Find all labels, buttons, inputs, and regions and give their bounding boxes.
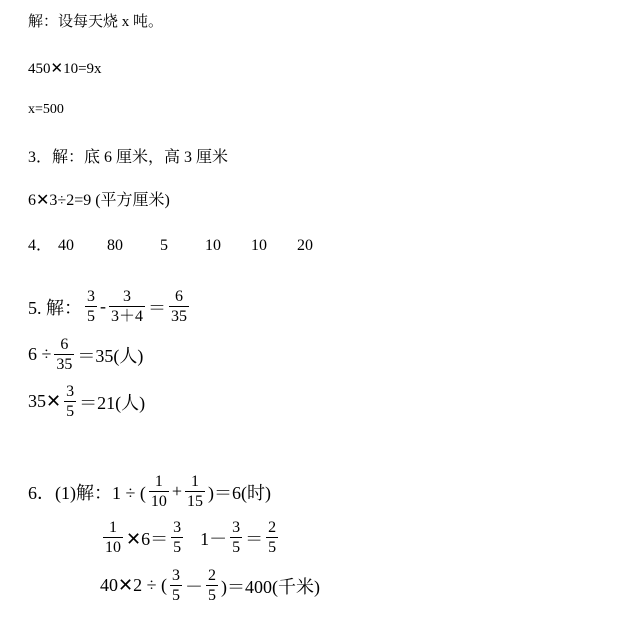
plus-sign: + [171, 481, 183, 501]
q6-row-3 [100, 566, 320, 605]
answer-1: 40 [58, 237, 75, 254]
question-4-answers [28, 232, 313, 255]
q6-row-2-fraction-1: $\frac{1}{10}$ [105, 519, 121, 556]
q5-label: 5. 解： [28, 297, 82, 318]
question-3-calculation: 6✕3÷2=9 (平方厘米) [28, 192, 170, 209]
q5-row-3 [28, 382, 145, 421]
question-3-answer: 3．解：底 6 厘米，高 3 厘米 [28, 149, 229, 166]
q6-row-1-result: )＝6(时) [208, 482, 272, 503]
answer-3: 5 [160, 237, 169, 254]
answer-4: 10 [205, 237, 222, 254]
q5-row-2-lead: 6 ÷ [28, 344, 52, 364]
q6-row-3-lead: 40✕2 ÷ ( [100, 575, 167, 595]
minus-sign: - [100, 296, 106, 316]
minus-sign: － [184, 576, 203, 597]
q6-row-1 [28, 472, 271, 511]
equals-sign: ＝ [245, 528, 264, 549]
equals-sign: ＝ [148, 297, 167, 318]
q6-row-3-fraction-1: $\frac{3}{5}$ [171, 567, 180, 604]
q6-row-1-fraction-2: $\frac{1}{15}$ [187, 473, 204, 510]
solution-line-1: 解：设每天烧 x 吨。 [28, 14, 164, 30]
q6-row-2-mid: ✕6＝ [126, 528, 169, 549]
q5-row-3-lead: 35✕ [28, 391, 62, 411]
q6-row-2-fraction-2: $\frac{3}{5}$ [173, 519, 182, 556]
answer-5: 10 [251, 237, 268, 254]
q5-row-2-result: ＝35(人) [77, 345, 144, 366]
q6-row-3-result: )＝400(千米) [220, 576, 320, 597]
q5-fraction-3: $\frac{6}{35}$ [171, 288, 188, 325]
q5-fraction-2: $\frac{3}{3+4}$ [111, 288, 144, 325]
q5-row-1 [28, 287, 192, 326]
q5-row-3-fraction: $\frac{3}{5}$ [66, 383, 75, 420]
q5-row-2-fraction: $\frac{6}{35}$ [56, 336, 73, 373]
q6-row-2-fraction-3: $\frac{3}{5}$ [232, 519, 241, 556]
q6-row-1-fraction-1: $\frac{1}{10}$ [150, 473, 167, 510]
q6-row-2-fraction-4: $\frac{2}{5}$ [268, 519, 277, 556]
q6-row-3-fraction-2: $\frac{2}{5}$ [207, 567, 216, 604]
q5-fraction-1: $\frac{3}{5}$ [87, 288, 95, 325]
q6-row-2-one-minus: 1－ [200, 528, 228, 549]
q6-row-1-lead: 6．(1)解：1 ÷ ( [28, 482, 146, 503]
solution-line-2: 450✕10=9x [28, 61, 102, 77]
q5-row-2 [28, 335, 143, 374]
question-4-label: 4． [28, 237, 53, 254]
q6-row-2 [100, 518, 281, 557]
solution-line-3: x=500 [28, 102, 64, 117]
q5-row-3-result: ＝21(人) [79, 392, 146, 413]
answer-2: 80 [107, 237, 124, 254]
answer-6: 20 [297, 237, 314, 254]
